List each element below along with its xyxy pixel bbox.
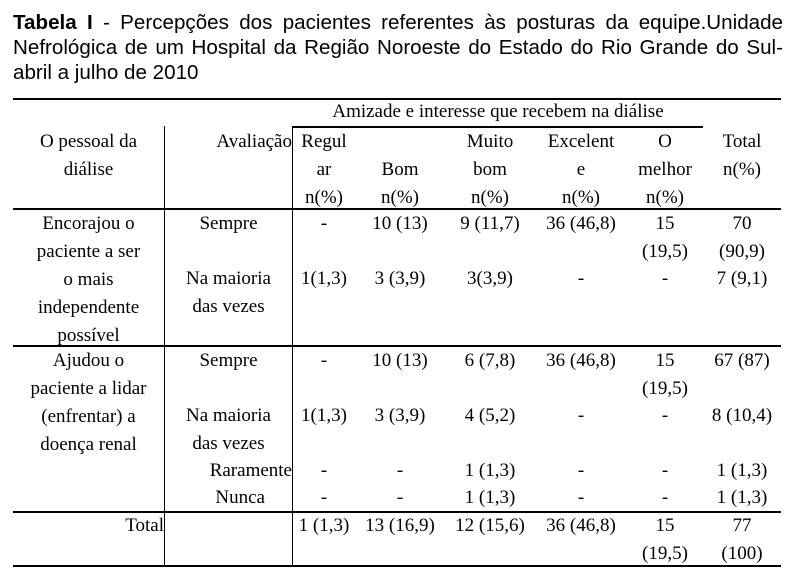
total-muito-bom-cell: 12 (15,6)	[455, 515, 525, 536]
excelente-cell: -	[577, 405, 585, 426]
excelente-cell: -	[577, 460, 585, 481]
muito-bom-cell: 1 (1,3)	[464, 487, 516, 508]
melhor-cell: -	[661, 487, 669, 508]
table-caption	[13, 10, 783, 85]
regular-cell: -	[320, 350, 328, 371]
header-bom: Bom n(%)	[381, 159, 419, 208]
group-label-ajudou: Ajudou o paciente a lidar (enfrentar) a doença renal	[30, 350, 147, 455]
total-cell: 70 (90,9)	[719, 213, 765, 262]
avaliacao-cell: Sempre	[199, 350, 258, 371]
header-pessoal: O pessoal da diálise	[39, 131, 138, 180]
melhor-cell: -	[661, 268, 669, 289]
regular-cell: -	[320, 487, 328, 508]
regular-cell: -	[320, 213, 328, 234]
total-regular-cell: 1 (1,3)	[298, 515, 350, 536]
header-regular: Regul ar n(%)	[301, 131, 347, 208]
group-header: Amizade e interesse que recebem na diálise	[332, 101, 664, 122]
avaliacao-cell: Nunca	[215, 487, 265, 508]
regular-cell: 1(1,3)	[301, 405, 347, 426]
total-excelente-cell: 36 (46,8)	[546, 515, 616, 536]
avaliacao-cell: Raramente	[209, 460, 292, 481]
group-label-encorajou: Encorajou o paciente a ser o mais independente possível	[36, 213, 141, 346]
excelente-cell: 36 (46,8)	[546, 213, 616, 234]
bom-cell: 10 (13)	[372, 350, 428, 371]
total-cell: 1 (1,3)	[716, 460, 768, 481]
muito-bom-cell: 9 (11,7)	[460, 213, 520, 234]
bom-cell: -	[396, 487, 404, 508]
caption-label: Tabela I	[13, 11, 93, 34]
excelente-cell: -	[577, 268, 585, 289]
header-excelente: Excelent e n(%)	[547, 131, 615, 208]
muito-bom-cell: 4 (5,2)	[464, 405, 516, 426]
header-o-melhor: O melhor n(%)	[638, 131, 692, 208]
total-cell: 8 (10,4)	[711, 405, 773, 426]
regular-cell: 1(1,3)	[301, 268, 347, 289]
excelente-cell: -	[577, 487, 585, 508]
total-cell: 67 (87)	[714, 350, 770, 371]
bom-cell: -	[396, 460, 404, 481]
avaliacao-cell: Na maioria das vezes	[186, 268, 271, 317]
total-total-cell: 77 (100)	[721, 515, 763, 564]
melhor-cell: -	[661, 405, 669, 426]
total-cell: 7 (9,1)	[716, 268, 768, 289]
avaliacao-cell: Sempre	[199, 213, 258, 234]
header-total: Total n(%)	[722, 131, 762, 180]
muito-bom-cell: 3(3,9)	[467, 268, 513, 289]
total-row-label: Total	[125, 515, 164, 536]
header-avaliacao: Avaliação	[216, 131, 292, 152]
bom-cell: 3 (3,9)	[374, 268, 426, 289]
muito-bom-cell: 6 (7,8)	[464, 350, 516, 371]
melhor-cell: 15 (19,5)	[642, 213, 688, 262]
melhor-cell: -	[661, 460, 669, 481]
bom-cell: 10 (13)	[372, 213, 428, 234]
melhor-cell: 15 (19,5)	[642, 350, 688, 399]
regular-cell: -	[320, 460, 328, 481]
total-bom-cell: 13 (16,9)	[365, 515, 435, 536]
total-melhor-cell: 15 (19,5)	[642, 515, 688, 564]
avaliacao-cell: Na maioria das vezes	[186, 405, 271, 454]
muito-bom-cell: 1 (1,3)	[464, 460, 516, 481]
caption-text: - Percepções dos pacientes referentes às posturas da equipe.Unidade Nefrológica de um Hospital da Região Noroeste do Estado do Rio Grande do Sul- abril a julho de 2010	[13, 11, 784, 84]
total-cell: 1 (1,3)	[716, 487, 768, 508]
bom-cell: 3 (3,9)	[374, 405, 426, 426]
excelente-cell: 36 (46,8)	[546, 350, 616, 371]
header-muito-bom: Muito bom n(%)	[466, 131, 514, 208]
